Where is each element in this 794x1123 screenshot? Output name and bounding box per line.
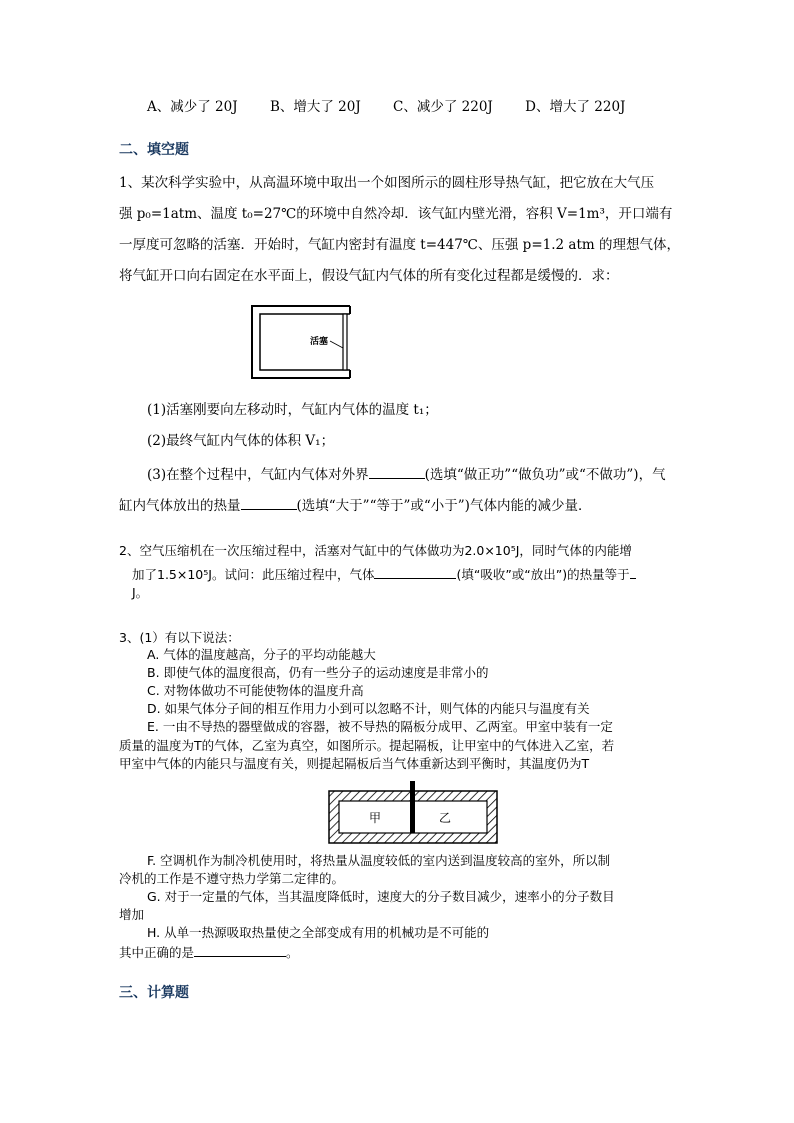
q1-sub-1: (1)活塞刚要向左移动时，气缸内气体的温度 t₁； <box>147 402 438 418</box>
q3-option-f-1: F. 空调机作为制冷机使用时，将热量从温度较低的室内送到温度较高的室外，所以制 <box>147 853 611 868</box>
q3-option-e-1: E. 一由不导热的器壁做成的容器，被不导热的隔板分成甲、乙两室。甲室中装有一定 <box>147 719 613 734</box>
q3-option-d: D. 如果气体分子间的相互作用力小到可以忽略不计，则气体的内能只与温度有关 <box>147 701 590 716</box>
cylinder-outer-wall <box>252 306 350 378</box>
q3-option-c: C. 对物体做功不可能使物体的温度升高 <box>147 683 364 698</box>
q3-option-g-2: 增加 <box>119 907 145 922</box>
container-figure <box>327 781 499 845</box>
chamber-yi-label: 乙 <box>439 811 452 825</box>
cylinder-figure <box>250 304 360 380</box>
q3-option-a: A. 气体的温度越高，分子的平均动能越大 <box>147 647 376 662</box>
q1-sub-2: (2)最终气缸内气体的体积 V₁； <box>147 433 335 449</box>
partition <box>410 781 415 833</box>
q1-sub-3b: 缸内气体放出的热量 (选填“大于”“等于”或“小于”)气体内能的减少量． <box>119 495 591 515</box>
q3-option-h: H. 从单一热源吸取热量使之全部变成有用的机械功是不可能的 <box>147 925 490 940</box>
blank-heat[interactable] <box>241 495 297 510</box>
q1-line-1: 1、某次科学实验中，从高温环境中取出一个如图所示的圆柱形导热气缸，把它放在大气压 <box>119 175 655 191</box>
q1-sub-3a: (3)在整个过程中，气缸内气体对外界 (选填“做正功”“做负功”或“不做功”)，气 <box>147 464 666 484</box>
choice-d: D、增大了 220J <box>525 99 626 115</box>
section-title-fill-in: 二、填空题 <box>119 142 189 158</box>
q1-line-4: 将气缸开口向右固定在水平面上，假设气缸内气体的所有变化过程都是缓慢的．求： <box>119 268 619 284</box>
q3-option-b: B. 即使气体的温度很高，仍有一些分子的运动速度是非常小的 <box>147 665 489 680</box>
q1-line-3: 一厚度可忽略的活塞．开始时，气缸内密封有温度 t=447℃、压强 p=1.2 atm 的理想气体， <box>119 237 680 253</box>
q3-option-e-2: 质量的温度为T的气体，乙室为真空，如图所示。提起隔板，让甲室中的气体进入乙室，若 <box>119 738 615 753</box>
section-title-calculation: 三、计算题 <box>119 985 189 1001</box>
choice-a: A、减少了 20J <box>147 99 238 115</box>
q3-intro: 3、(1）有以下说法： <box>119 630 240 645</box>
piston-label: 活塞 <box>310 337 329 347</box>
q3-option-f-2: 冷机的工作是不遵守热力学第二定律的。 <box>119 871 345 886</box>
blank-absorb-release[interactable] <box>374 564 456 579</box>
choice-b: B、增大了 20J <box>269 99 361 115</box>
blank-heat-amount[interactable] <box>630 564 636 579</box>
q1-line-2: 强 p₀=1atm、温度 t₀=27℃的环境中自然冷却．该气缸内壁光滑，容积 V=1m³，开口端有 <box>119 206 673 222</box>
choice-c: C、减少了 220J <box>393 99 493 115</box>
q3-option-e-3: 甲室中气体的内能只与温度有关，则提起隔板后当气体重新达到平衡时，其温度仍为T <box>119 756 590 771</box>
blank-correct-options[interactable] <box>194 942 286 957</box>
q3-answer-line: 其中正确的是 。 <box>119 942 299 962</box>
q2-line-3: J。 <box>132 585 149 600</box>
q2-line-2: 加了1.5×10⁵J。试问：此压缩过程中，气体 (填“吸收”或“放出”)的热量等于 <box>132 564 636 584</box>
cylinder-inner-wall <box>260 314 350 370</box>
piston <box>343 314 347 370</box>
q3-option-g-1: G. 对于一定量的气体，当其温度降低时，速度大的分子数目减少，速率小的分子数目 <box>147 889 615 904</box>
q2-line-1: 2、空气压缩机在一次压缩过程中，活塞对气缸中的气体做功为2.0×10⁵J，同时气体的内能增 <box>119 543 632 558</box>
choice-row <box>147 98 653 116</box>
blank-work[interactable] <box>369 464 425 479</box>
chamber-jia-label: 甲 <box>369 811 382 825</box>
